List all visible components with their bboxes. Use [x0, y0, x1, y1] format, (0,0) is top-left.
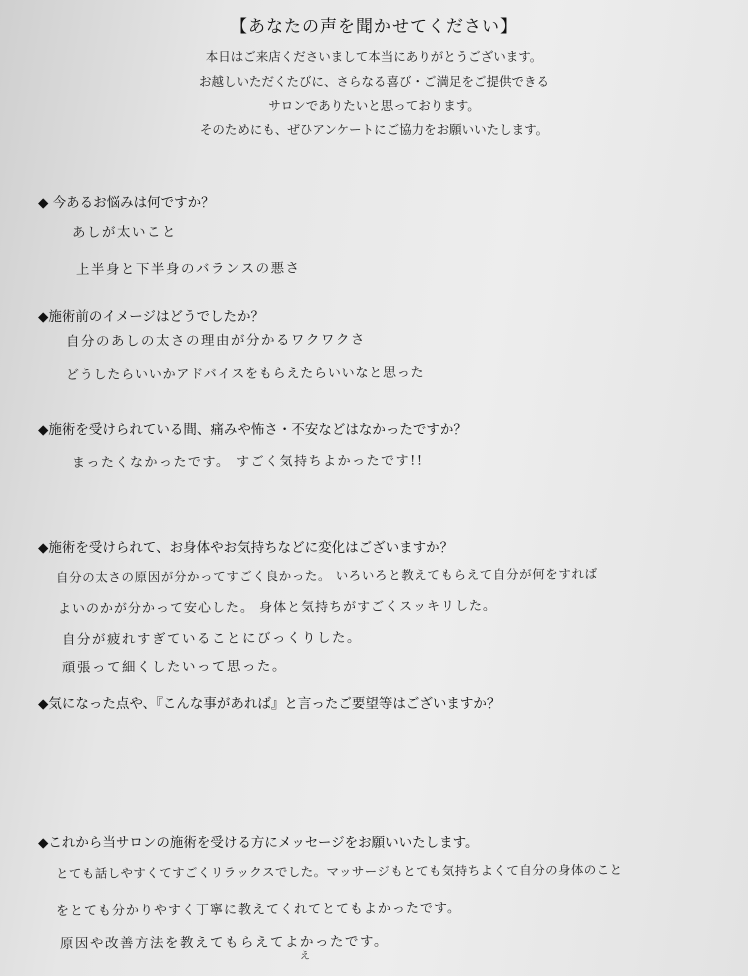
handwritten-answer: 自分のあしの太さの理由が分かるワクワクさ — [65, 331, 367, 350]
question-label: ◆ 今あるお悩みは何ですか？ — [38, 195, 215, 211]
intro-line: 本日はご来店くださいまして本当にありがとうございます。 — [205, 49, 543, 64]
handwritten-answer: 頑張って細くしたいって思った。 — [61, 658, 288, 676]
handwritten-answer: まったくなかったです。 すごく気持ちよかったです!! — [71, 453, 424, 471]
handwritten-answer: よいのかが分かって安心した。 身体と気持ちがすごくスッキリした。 — [57, 598, 498, 617]
page-title: 【あなたの声を聞かせてください】 — [230, 17, 518, 37]
question-label: ◆これから当サロンの施術を受ける方にメッセージをお願いいたします。 — [38, 835, 479, 851]
question-label: ◆施術を受けられて、お身体やお気持ちなどに変化はございますか？ — [38, 540, 454, 556]
question-label: ◆施術前のイメージはどうでしたか？ — [38, 309, 264, 325]
intro-line: そのためにも、ぜひアンケートにご協力をお願いいたします。 — [199, 122, 549, 137]
handwritten-answer: 自分が疲れすぎていることにびっくりした。 — [61, 629, 363, 648]
handwritten-answer: 上半身と下半身のバランスの悪さ — [75, 260, 301, 278]
handwritten-correction: え — [300, 951, 310, 962]
handwritten-answer: をとても分かりやすく丁寧に教えてくれてとてもよかったです。 — [55, 901, 462, 919]
handwritten-answer: とても話しやすくてすごくリラックスでした。マッサージもとても気持ちよくて自分の身体のこと — [55, 862, 623, 881]
handwritten-answer: あしが太いこと — [71, 224, 178, 241]
intro-line: サロンでありたいと思っております。 — [268, 98, 480, 113]
handwritten-answer: 自分の太さの原因が分かってすごく良かった。 いろいろと教えてもらえて自分が何をすれば — [55, 566, 598, 585]
handwritten-answer: 原因や改善方法を教えてもらえてよかったです。 — [59, 933, 389, 952]
question-label: ◆施術を受けられている間、痛みや怖さ・不安などはなかったですか？ — [38, 422, 467, 438]
question-label: ◆気になった点や、『こんな事があれば』と言ったご要望等はございますか？ — [38, 696, 501, 712]
handwritten-answer: どうしたらいいかアドバイスをもらえたらいいなと思った — [65, 365, 425, 383]
intro-line: お越しいただくたびに、さらなる喜び・ご満足をご提供できる — [198, 74, 549, 89]
